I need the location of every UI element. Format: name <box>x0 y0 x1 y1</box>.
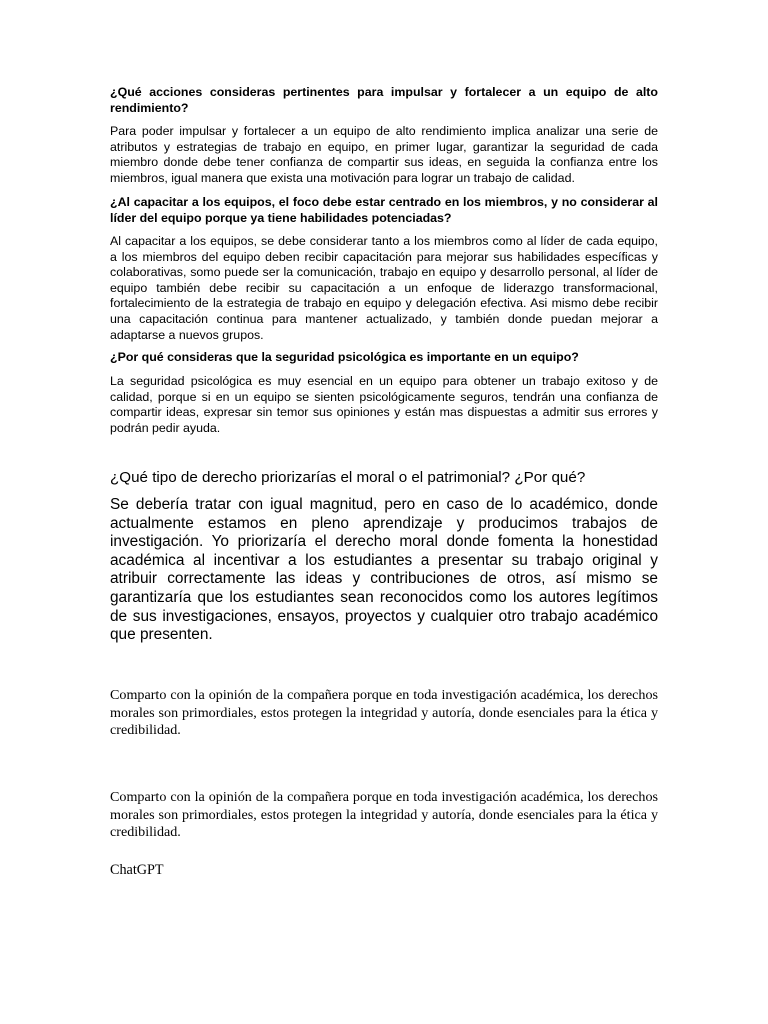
question-psychological-safety: ¿Por qué consideras que la seguridad psicológica es importante en un equipo? <box>110 350 579 364</box>
answer-training-focus: Al capacitar a los equipos, se debe considerar tanto a los miembros como al líder de cada equipo, a los miembros del equipo deben recibir capacitación para mejorar sus habilidades específicas y colaborativas, somo puede ser la comunicación, trabajo en equipo y desarrollo personal, al líder de equipo también debe recibir su capacitación a un enfoque de liderazgo transformacional, fortalecimiento de la estrategia de trabajo en equipo y delegación efectiva. Asi mismo debe recibir una capacitación continua para mantener actualizado, y también donde puedan mejorar a adaptarse a nuevos grupos. <box>110 234 658 342</box>
answer-moral-vs-patrimonial: Se debería tratar con igual magnitud, pero en caso de lo académico, donde actualmente estamos en pleno aprendizaje y producimos trabajos de investigación. Yo priorizaría el derecho moral donde fomenta la honestidad académica al incentivar a los estudiantes a presentar su trabajo original y atribuir correctamente las ideas y contribuciones de otros, así mismo se garantizaría que los estudiantes sean reconocidos como los autores legítimos de sus investigaciones, ensayos, proyectos y cualquier otro trabajo académico que presenten. <box>110 496 658 644</box>
reply-paragraph-1: Comparto con la opinión de la compañera porque en toda investigación académica, los derechos morales son primordiales, estos protegen la integridad y autoría, donde esenciales para la ética y credibilidad. <box>110 687 658 739</box>
answer-high-performance-team: Para poder impulsar y fortalecer a un equipo de alto rendimiento implica analizar una serie de atributos y estrategias de trabajo en equipo, en primer lugar, garantizar la seguridad de cada miembro donde debe tener confianza de compartir sus ideas, en seguida la confianza entre los miembros, igual manera que exista una motivación para lograr un trabajo de calidad. <box>110 124 658 185</box>
answer-psychological-safety: La seguridad psicológica es muy esencial en un equipo para obtener un trabajo exitoso y de calidad, porque si en un equipo se sienten psicológicamente seguros, tendrán una confianza de compartir ideas, expresar sin temor sus opiniones y están mas dispuestas a admitir sus errores y podrán pedir ayuda. <box>110 374 658 435</box>
question-high-performance-team: ¿Qué acciones consideras pertinentes para impulsar y fortalecer a un equipo de alto rendimiento? <box>110 85 658 115</box>
question-training-focus: ¿Al capacitar a los equipos, el foco debe estar centrado en los miembros, y no considerar al líder del equipo porque ya tiene habilidades potenciadas? <box>110 195 658 225</box>
signature: ChatGPT <box>110 862 164 878</box>
reply-paragraph-2: Comparto con la opinión de la compañera porque en toda investigación académica, los derechos morales son primordiales, estos protegen la integridad y autoría, donde esenciales para la ética y credibilidad. <box>110 789 658 841</box>
question-moral-vs-patrimonial: ¿Qué tipo de derecho priorizarías el moral o el patrimonial? ¿Por qué? <box>110 469 586 486</box>
